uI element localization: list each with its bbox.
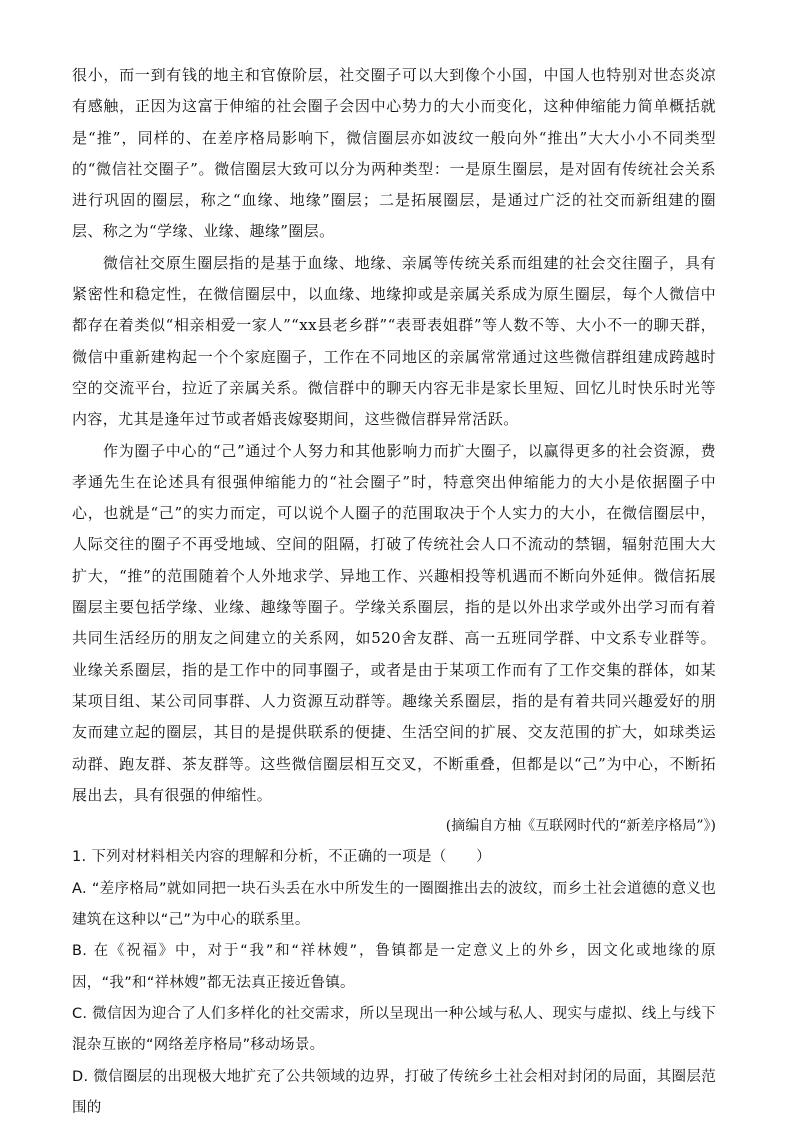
option-a: A. “差序格局”就如同把一块石头丢在水中所发生的一圈圈推出去的波纹，而乡土社会道德的意义也建筑在这种以“己”为中心的联系里。	[72, 874, 716, 937]
passage-source: (摘编自方柚《互联网时代的“新差序格局”》)	[72, 811, 716, 842]
option-b: B. 在《祝福》中，对于“我”和“祥林嫂”，鲁镇都是一定意义上的外乡，因文化或地缘的原因，“我”和“祥林嫂”都无法真正接近鲁镇。	[72, 936, 716, 999]
page-content	[72, 60, 716, 1124]
option-c: C. 微信因为迎合了人们多样化的社交需求，所以呈现出一种公域与私人、现实与虚拟、线上与线下混杂互嵌的“网络差序格局”移动场景。	[72, 999, 716, 1062]
passage-paragraph-3: 作为圈子中心的“己”通过个人努力和其他影响力而扩大圈子，以赢得更多的社会资源，费孝通先生在论述具有很强伸缩能力的“社会圈子”时，特意突出伸缩能力的大小是依据圈子中心，也就是“己”的实力而定，可以说个人圈子的范围取决于个人实力的大小，在微信圈层中，人际交往的圈子不再受地域、空间的阻隔，打破了传统社会人口不流动的禁锢，辐射范围大大扩大，“推”的范围随着个人外地求学、异地工作、兴趣相投等机遇而不断向外延伸。微信拓展圈层主要包括学缘、业缘、趣缘等圈子。学缘关系圈层，指的是以外出求学或外出学习而有着共同生活经历的朋友之间建立的关系网，如520舍友群、高一五班同学群、中文系专业群等。业缘关系圈层，指的是工作中的同事圈子，或者是由于某项工作而有了工作交集的群体，如某某项目组、某公司同事群、人力资源互动群等。趣缘关系圈层，指的是有着共同兴趣爱好的朋友而建立起的圈层，其目的是提供联系的便捷、生活空间的扩展、交友范围的扩大，如球类运动群、跑友群、茶友群等。这些微信圈层相互交叉，不断重叠，但都是以“己”为中心，不断拓展出去，具有很强的伸缩性。	[72, 436, 716, 812]
passage-paragraph-1: 很小，而一到有钱的地主和官僚阶层，社交圈子可以大到像个小国，中国人也特别对世态炎凉有感触，正因为这富于伸缩的社会圈子会因中心势力的大小而变化，这种伸缩能力简单概括就是“推”，同样的、在差序格局影响下，微信圈层亦如波纹一般向外“推出”大大小小不同类型的“微信社交圈子”。微信圈层大致可以分为两种类型：一是原生圈层，是对固有传统社会关系进行巩固的圈层，称之“血缘、地缘”圈层；二是拓展圈层，是通过广泛的社交而新组建的圈层、称之为“学缘、业缘、趣缘”圈层。	[72, 60, 716, 248]
passage-paragraph-2: 微信社交原生圈层指的是基于血缘、地缘、亲属等传统关系而组建的社会交往圈子，具有紧密性和稳定性，在微信圈层中，以血缘、地缘抑或是亲属关系成为原生圈层，每个人微信中都存在着类似“相亲相爱一家人”“xx县老乡群”“表哥表姐群”等人数不等、大小不一的聊天群，微信中重新建构起一个个家庭圈子，工作在不同地区的亲属常常通过这些微信群组建成跨越时空的交流平台，拉近了亲属关系。微信群中的聊天内容无非是家长里短、回忆儿时快乐时光等内容，尤其是逢年过节或者婚丧嫁娶期间，这些微信群异常活跃。	[72, 248, 716, 436]
question-stem: 1. 下列对材料相关内容的理解和分析，不正确的一项是（ ）	[72, 842, 716, 873]
option-d: D. 微信圈层的出现极大地扩充了公共领域的边界，打破了传统乡土社会相对封闭的局面，其圈层范围的	[72, 1062, 716, 1124]
